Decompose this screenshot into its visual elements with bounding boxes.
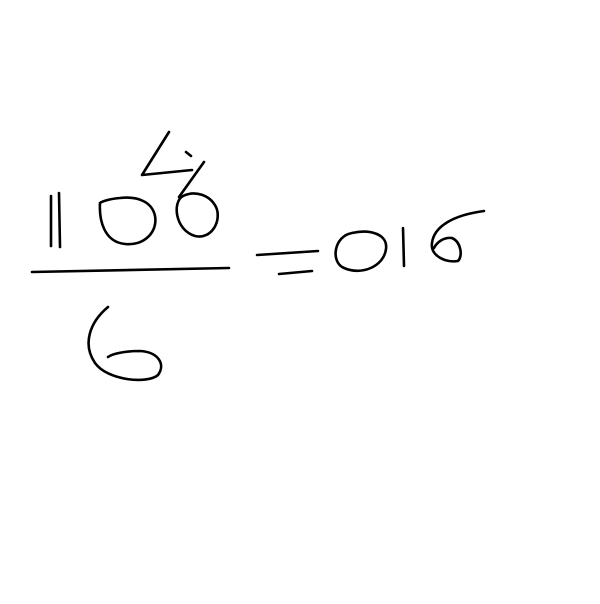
handwritten-result — [0, 0, 484, 274]
denominator-six-stroke — [89, 307, 162, 380]
annotation-slash — [179, 162, 204, 197]
equals-top-stroke — [257, 251, 318, 255]
fraction-bar — [32, 268, 229, 272]
handwritten-denominator — [0, 0, 161, 380]
handwritten-numerator — [0, 0, 218, 247]
result-one — [403, 228, 404, 266]
handwritten-annotation — [0, 0, 204, 197]
numerator-stroke-one-b — [59, 193, 60, 247]
annotation-four-stroke — [142, 132, 192, 175]
annotation-dot — [186, 152, 191, 156]
result-text — [0, 0, 3, 1]
result-six — [432, 211, 484, 261]
equals-bottom-stroke — [279, 271, 312, 274]
numerator-zero-second — [177, 193, 218, 236]
result-zero — [336, 232, 387, 271]
numerator-zero-first — [100, 198, 156, 245]
